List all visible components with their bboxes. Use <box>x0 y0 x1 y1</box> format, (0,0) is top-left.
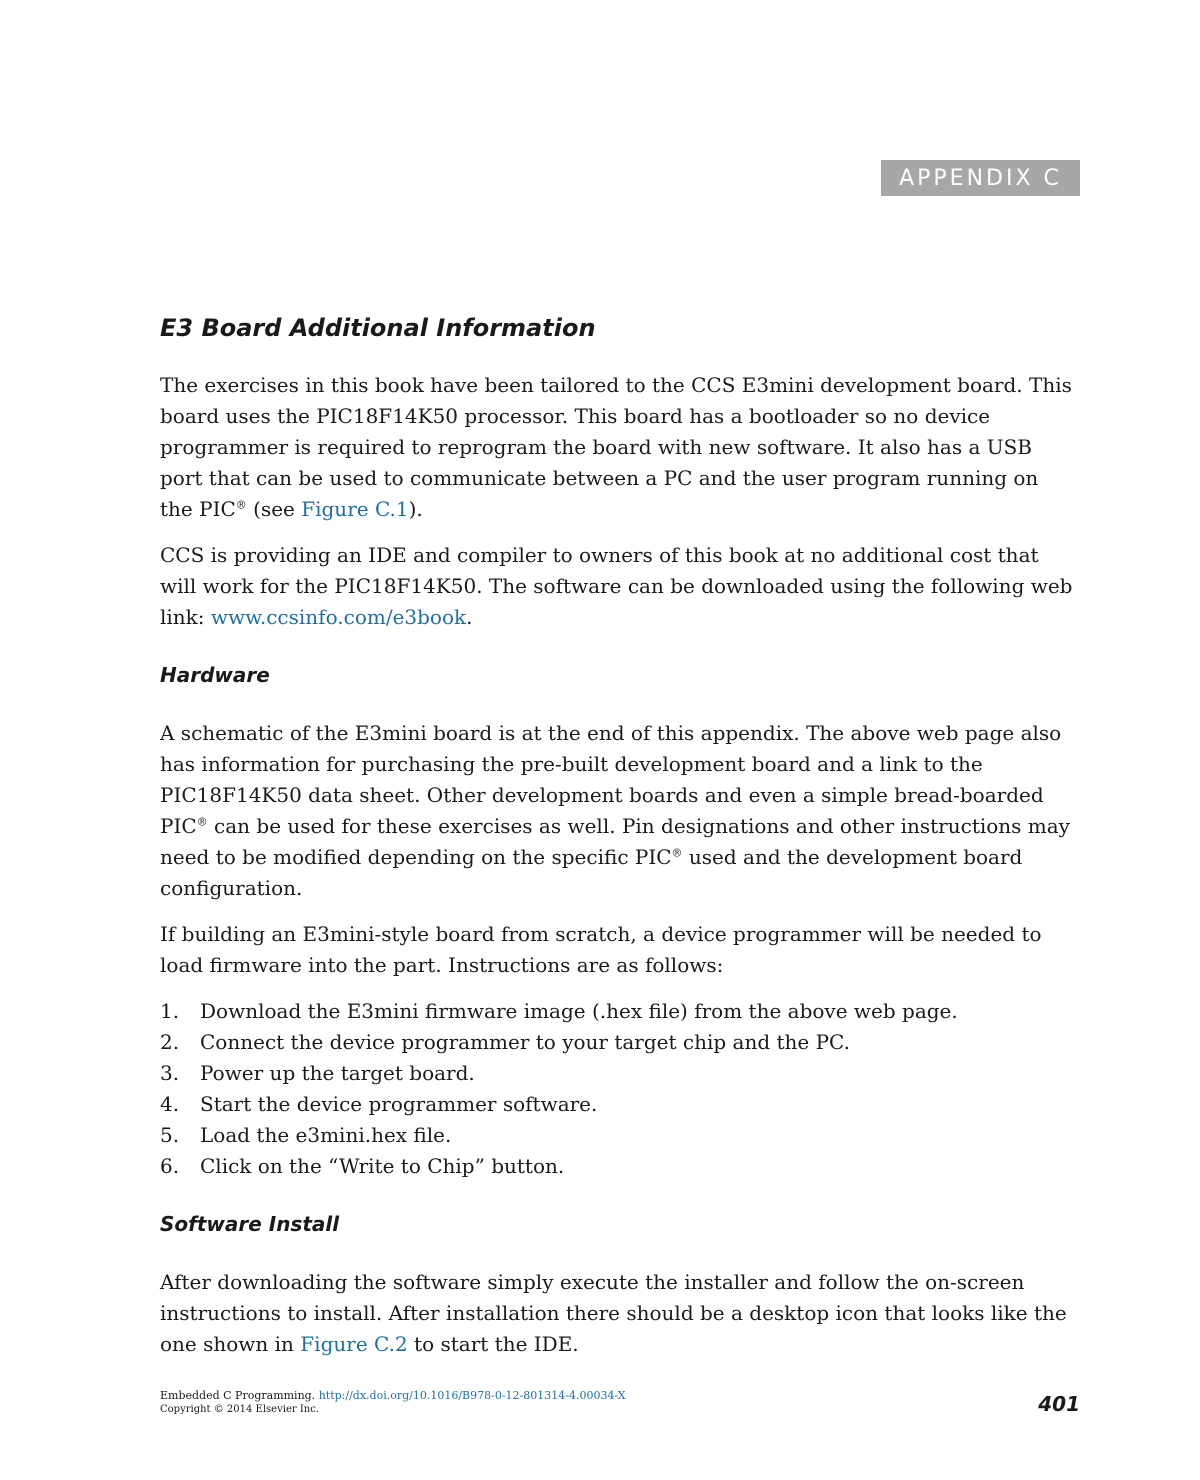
book-title: Embedded C Programming. <box>160 1389 319 1402</box>
step-text: Download the E3mini firmware image (.hex file) from the above web page. <box>200 999 958 1023</box>
software-install-heading: Software Install <box>160 1212 340 1236</box>
registered-mark: ® <box>196 815 208 829</box>
registered-mark: ® <box>671 846 683 860</box>
list-item <box>160 1027 1076 1058</box>
intro-paragraph-1 <box>160 370 1076 525</box>
hardware-paragraph-2: If building an E3mini-style board from scratch, a device programmer will be needed to load firmware into the part. Instructions are as follows: <box>160 922 1042 977</box>
step-number: 2. <box>160 1030 180 1054</box>
step-text: Connect the device programmer to your target chip and the PC. <box>200 1030 850 1054</box>
instruction-list <box>160 996 1076 1182</box>
step-number: 6. <box>160 1154 180 1178</box>
step-number: 3. <box>160 1061 180 1085</box>
page-title: E3 Board Additional Information <box>160 314 596 342</box>
intro-text: (see <box>246 497 302 521</box>
hardware-text: used and the development board configuration. <box>160 845 1023 900</box>
appendix-badge: APPENDIX C <box>881 160 1080 196</box>
list-item <box>160 1151 1076 1182</box>
figure-c1-link[interactable]: Figure C.1 <box>301 497 409 521</box>
list-item <box>160 1058 1076 1089</box>
list-item <box>160 996 1076 1027</box>
hardware-paragraph-1 <box>160 718 1076 904</box>
step-number: 4. <box>160 1092 180 1116</box>
intro-text: CCS is providing an IDE and compiler to owners of this book at no additional cost that will work for the PIC18F14K50. The software can be downloaded using the following web link: <box>160 543 1073 629</box>
intro-text: ). <box>408 497 423 521</box>
software-paragraph <box>160 1267 1076 1360</box>
step-text: Click on the “Write to Chip” button. <box>200 1154 565 1178</box>
intro-paragraph-2 <box>160 540 1076 633</box>
registered-mark: ® <box>235 498 247 512</box>
software-text: to start the IDE. <box>407 1332 579 1356</box>
ccsinfo-link[interactable]: www.ccsinfo.com/e3book <box>210 605 467 629</box>
doi-link[interactable]: http://dx.doi.org/10.1016/B978-0-12-801314-4.00034-X <box>318 1389 626 1402</box>
hardware-text: can be used for these exercises as well. Pin designations and other instructions may need to be modified depending on the specific PIC <box>160 814 1070 869</box>
intro-text: The exercises in this book have been tailored to the CCS E3mini development board. This board uses the PIC18F14K50 processor. This board has a bootloader so no device programmer is required to reprogram the board with new software. It also has a USB port that can be used to communicate between a PC and the user program running on the PIC <box>160 373 1072 521</box>
footer-copyright: Copyright © 2014 Elsevier Inc. <box>160 1404 319 1415</box>
page-footer <box>160 1388 1080 1428</box>
footer-citation <box>160 1388 1080 1403</box>
intro-text: . <box>466 605 473 629</box>
figure-c2-link[interactable]: Figure C.2 <box>300 1332 408 1356</box>
software-text: After downloading the software simply execute the installer and follow the on-screen instructions to install. After installation there should be a desktop icon that looks like the one shown in <box>160 1270 1067 1356</box>
list-item <box>160 1120 1076 1151</box>
page-number: 401 <box>1038 1392 1080 1416</box>
list-item <box>160 1089 1076 1120</box>
hardware-text: A schematic of the E3mini board is at the end of this appendix. The above web page also has information for purchasing the pre-built development board and a link to the PIC18F14K50 data sheet. Other development boards and even a simple bread-boarded PIC <box>160 721 1062 838</box>
step-text: Load the e3mini.hex file. <box>200 1123 452 1147</box>
page-content <box>160 310 1076 1360</box>
step-number: 5. <box>160 1123 180 1147</box>
step-number: 1. <box>160 999 180 1023</box>
step-text: Start the device programmer software. <box>200 1092 598 1116</box>
hardware-heading: Hardware <box>160 663 270 687</box>
step-text: Power up the target board. <box>200 1061 475 1085</box>
